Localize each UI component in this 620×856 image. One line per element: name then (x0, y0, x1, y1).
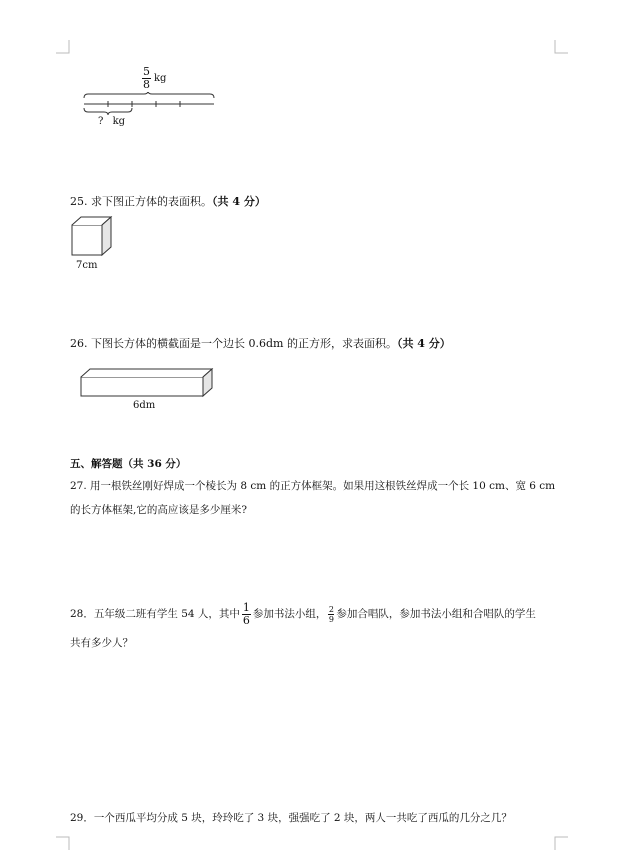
cuboid-figure (80, 368, 214, 398)
question-26 (70, 336, 451, 352)
question-28-suffix: 参加合唱队，参加书法小组和合唱队的学生 (336, 608, 536, 620)
question-26-points: （共 4 分） (396, 337, 451, 350)
question-25-points: （共 4 分） (212, 195, 266, 208)
corner-mark-bottom-right (554, 836, 568, 850)
segment-line-svg (80, 92, 220, 116)
corner-mark-bottom-left (56, 836, 70, 850)
question-28-middle: 参加书法小组， (252, 608, 327, 620)
question-26-text: 下图长方体的横截面是一个边长 0.6dm 的正方形，求表面积。 (91, 337, 397, 350)
cube-edge-label: 7cm (76, 260, 98, 271)
question-27-line-2: 的长方体框架,它的高应该是多少厘米? (70, 504, 247, 516)
unit-top: kg (154, 72, 167, 84)
unit-bottom: kg (112, 116, 126, 127)
question-28-line-2: 共有多少人？ (70, 637, 133, 649)
corner-mark-top-left (56, 40, 70, 54)
section-5-title: 五、解答题（共 36 分） (70, 458, 187, 470)
fraction-numerator: 2 (328, 604, 334, 614)
question-25-text: 求下图正方体的表面积。 (91, 195, 212, 208)
segment-diagram (80, 66, 220, 132)
fraction-numerator: 1 (242, 600, 250, 614)
diagram-top-label (140, 66, 166, 91)
question-27-line-1: 27. 用一根铁丝刚好焊成一个棱长为 8 cm 的正方体框架。如果用这根铁丝焊成一个长 10 cm、宽 6 cm (70, 480, 556, 492)
cuboid-length-label: 6dm (133, 400, 156, 411)
question-29: 29．一个西瓜平均分成 5 块，玲玲吃了 3 块，强强吃了 2 块，两人一共吃了西瓜的几分之几？ (70, 812, 512, 824)
corner-mark-top-right (554, 40, 568, 54)
top-brace (84, 92, 214, 98)
fraction-one-sixth (242, 602, 251, 627)
fraction-denominator: 8 (143, 78, 150, 91)
diagram-bottom-label (98, 114, 125, 130)
question-26-number: 26. (70, 337, 88, 350)
question-28-prefix: 28．五年级二班有学生 54 人，其中 (70, 608, 240, 620)
fraction-two-ninths (328, 605, 334, 624)
fraction-denominator: 6 (242, 613, 250, 627)
question-28-line-1 (70, 599, 536, 629)
question-25-number: 25. (70, 195, 88, 208)
question-mark: ? (98, 116, 104, 127)
question-25 (70, 194, 266, 210)
fraction-numerator: 5 (143, 65, 150, 78)
fraction-denominator: 9 (328, 614, 334, 624)
cube-figure (71, 216, 113, 258)
fraction-five-eighths (142, 66, 151, 91)
